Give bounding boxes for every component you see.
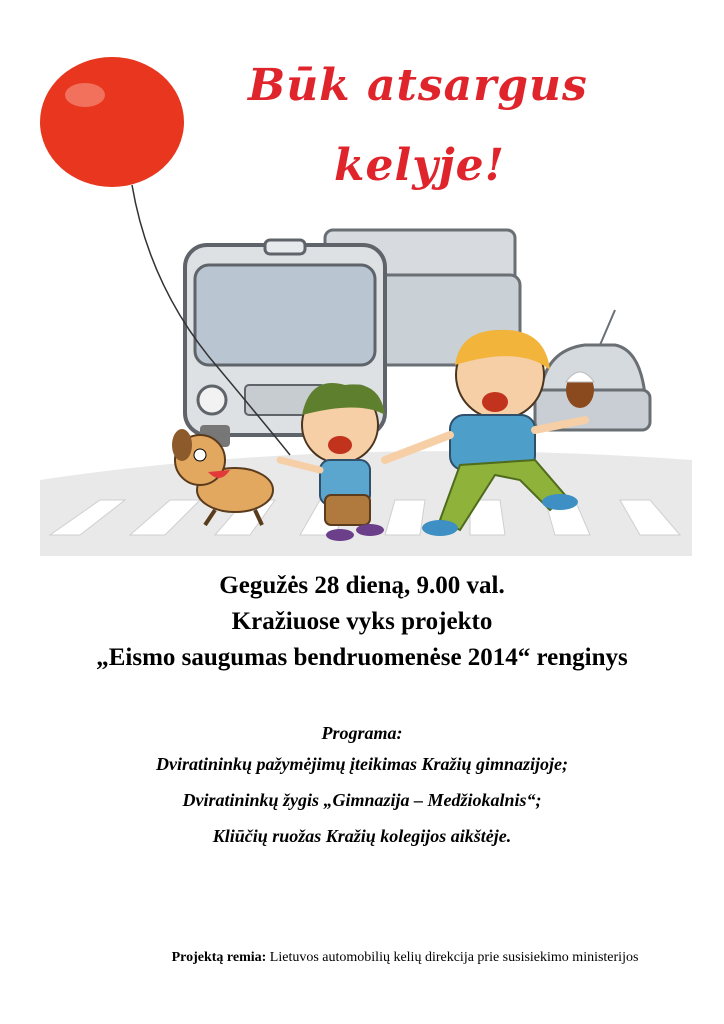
car	[535, 310, 650, 430]
road-safety-illustration	[40, 40, 692, 556]
sponsor-label: Projektą remia:	[171, 950, 267, 965]
program-item: Dviratininkų pažymėjimų įteikimas Kražių gimnazijoje;	[155, 754, 569, 774]
program-item: Dviratininkų žygis „Gimnazija – Medžiokalnis“;	[182, 790, 542, 810]
sponsor-line	[0, 950, 724, 966]
announcement-place: Kražiuose vyks projekto	[231, 608, 493, 635]
headline-line-1: Būk atsargus	[248, 60, 588, 111]
headline-line-2: kelyje!	[334, 140, 505, 191]
announcement-date: Gegužės 28 dieną, 9.00 val.	[219, 572, 505, 599]
program-label: Programa:	[321, 723, 403, 743]
sponsor-text: Lietuvos automobilių kelių direkcija prie susisiekimo ministerijos	[266, 950, 639, 965]
program	[0, 720, 724, 854]
program-item: Kliūčių ruožas Kražių kolegijos aikštėje.	[212, 826, 512, 846]
announcement	[0, 568, 724, 676]
announcement-project: „Eismo saugumas bendruomenėse 2014“ renginys	[96, 644, 628, 671]
